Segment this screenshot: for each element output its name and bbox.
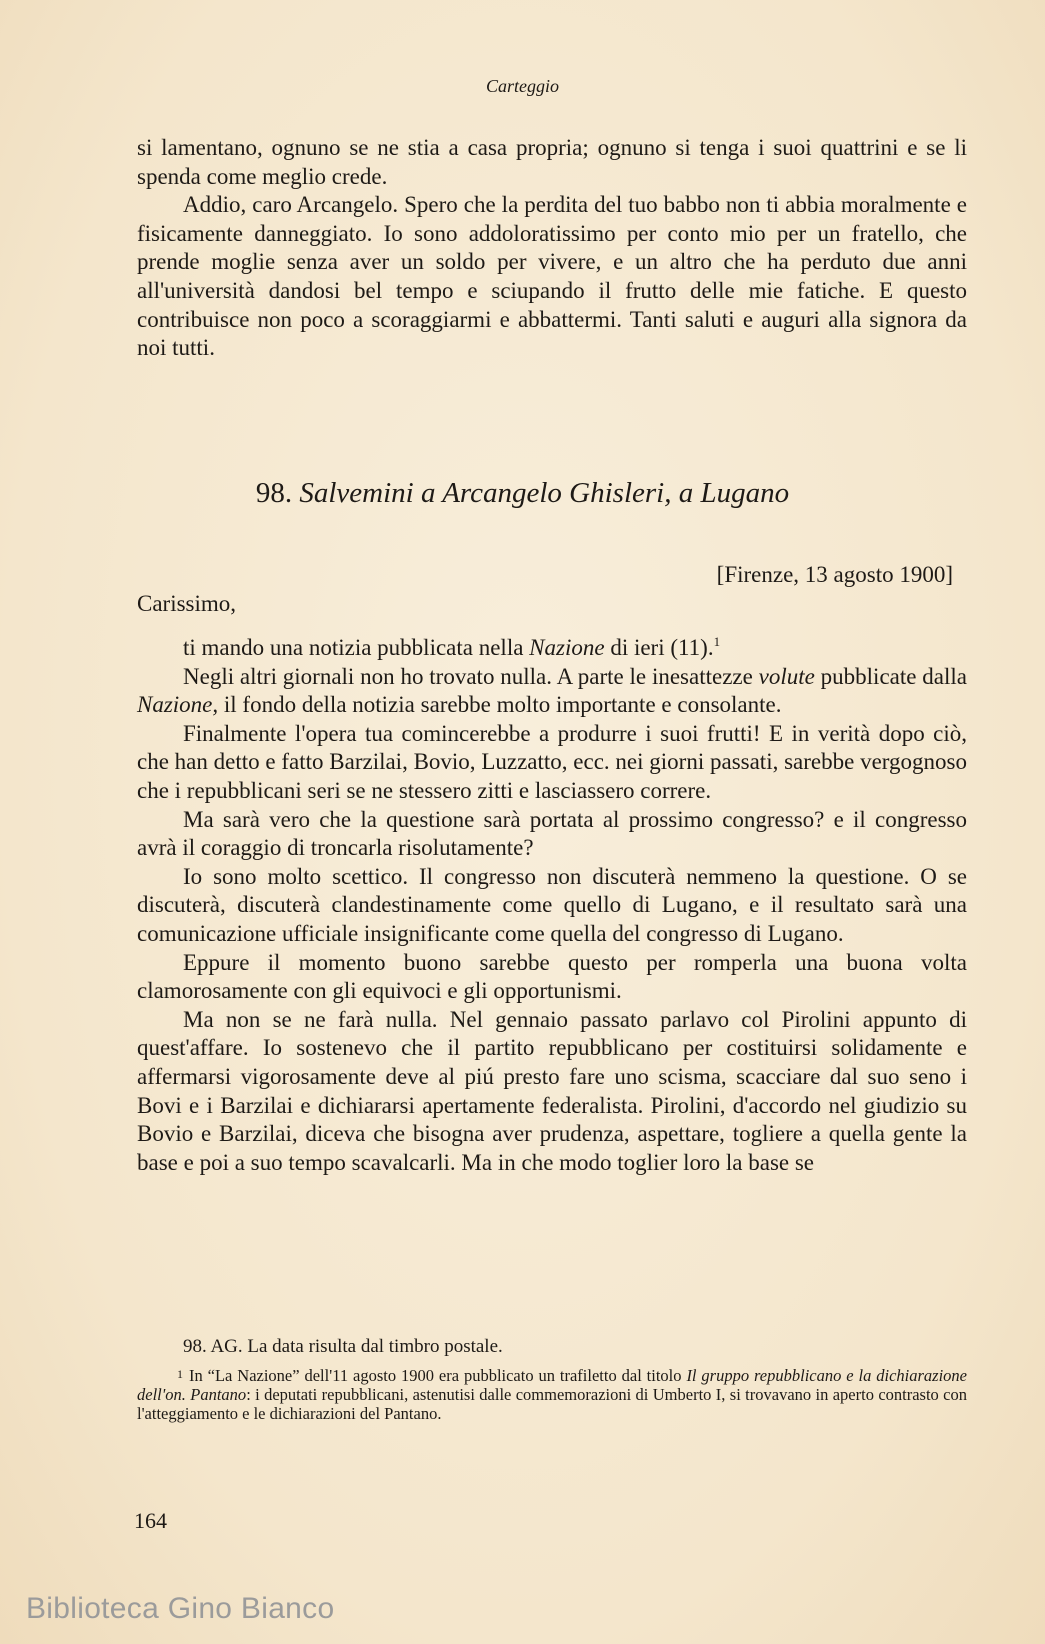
footnote-ref: 1: [713, 634, 721, 649]
letter-body: [137, 634, 967, 1177]
letter-dateline: [Firenze, 13 agosto 1900]: [716, 562, 953, 587]
paragraph: ti mando una notizia pubblicata nella Nazione di ieri (11).$^1$: [183, 634, 721, 660]
footnote-1: 1 In “La Nazione” dell'11 agosto 1900 era pubblicato un trafiletto dal titolo Il gruppo repubblicano e la dichiarazione dell'on. Pantano: i deputati repubblicani, astenutisi dalle commemorazioni di Umberto I, si trovavano in aperto contrasto con l'atteggiamento e le dichiarazioni del Pantano.: [137, 1366, 967, 1423]
paragraph: si lamentano, ognuno se ne stia a casa propria; ognuno si tenga i suoi quattrini e se li spenda come meglio crede.: [137, 135, 967, 189]
letter-number: 98.: [255, 477, 293, 509]
letter-salutation: Carissimo,: [137, 591, 237, 616]
previous-letter-ending: [137, 134, 967, 363]
paragraph: Negli altri giornali non ho trovato nulla. A parte le inesattezze volute pubblicate dalla Nazione, il fondo della notizia sarebbe molto importante e consolante.: [137, 663, 967, 718]
watermark: Biblioteca Gino Bianco: [26, 1592, 335, 1625]
paragraph: Finalmente l'opera tua comincerebbe a produrre i suoi frutti! E in verità dopo ciò, che han detto e fatto Barzilai, Bovio, Luzzatto, ecc. nei giorni passati, sarebbe vergognoso che i repubblicani seri se ne stessero zitti e lasciassero correre.: [137, 720, 967, 803]
paragraph: Ma non se ne farà nulla. Nel gennaio passato parlavo col Pirolini appunto di quest'affare. Io sostenevo che il partito repubblicano per costituirsi solidamente e affermarsi vigorosamente deve al piú presto fare uno scisma, scacciare dal suo seno i Bovi e i Barzilai e dichiararsi apertamente federalista. Pirolini, d'accordo nel giudizio su Bovio e Barzilai, diceva che bisogna aver prudenza, aspettare, togliere a quella gente la base e poi a suo tempo scavalcarli. Ma in che modo toglier loro la base se: [137, 1006, 967, 1175]
footnote-source: 98. AG. La data risulta dal timbro postale.: [183, 1336, 503, 1357]
paragraph: Io sono molto scettico. Il congresso non discuterà nemmeno la questione. O se discuterà, discuterà clandestinamente come quello di Lugano, e il resultato sarà una comunicazione ufficiale insignificante come quella del congresso di Lugano.: [137, 863, 967, 946]
paragraph: Ma sarà vero che la questione sarà portata al prossimo congresso? e il congresso avrà il coraggio di troncarla risolutamente?: [137, 806, 967, 861]
letter-title: Salvemini a Arcangelo Ghisleri, a Lugano: [299, 477, 790, 509]
letter-heading: [0, 477, 1045, 510]
footnotes: [137, 1335, 967, 1423]
running-head: Carteggio: [485, 76, 559, 96]
paragraph: Addio, caro Arcangelo. Spero che la perdita del tuo babbo non ti abbia moralmente e fisicamente danneggiato. Io sono addoloratissimo per conto mio per un fratello, che prende moglie senza aver un soldo per vivere, e un altro che ha perduto due anni all'università dandosi bel tempo e sciupando il frutto delle mie fatiche. E questo contribuisce non poco a scoraggiarmi e abbattermi. Tanti saluti e auguri alla signora da noi tutti.: [137, 192, 967, 361]
paragraph: Eppure il momento buono sarebbe questo per romperla una buona volta clamorosamente con gli equivoci e gli opportunismi.: [137, 949, 967, 1004]
page-number: 164: [134, 1508, 167, 1533]
